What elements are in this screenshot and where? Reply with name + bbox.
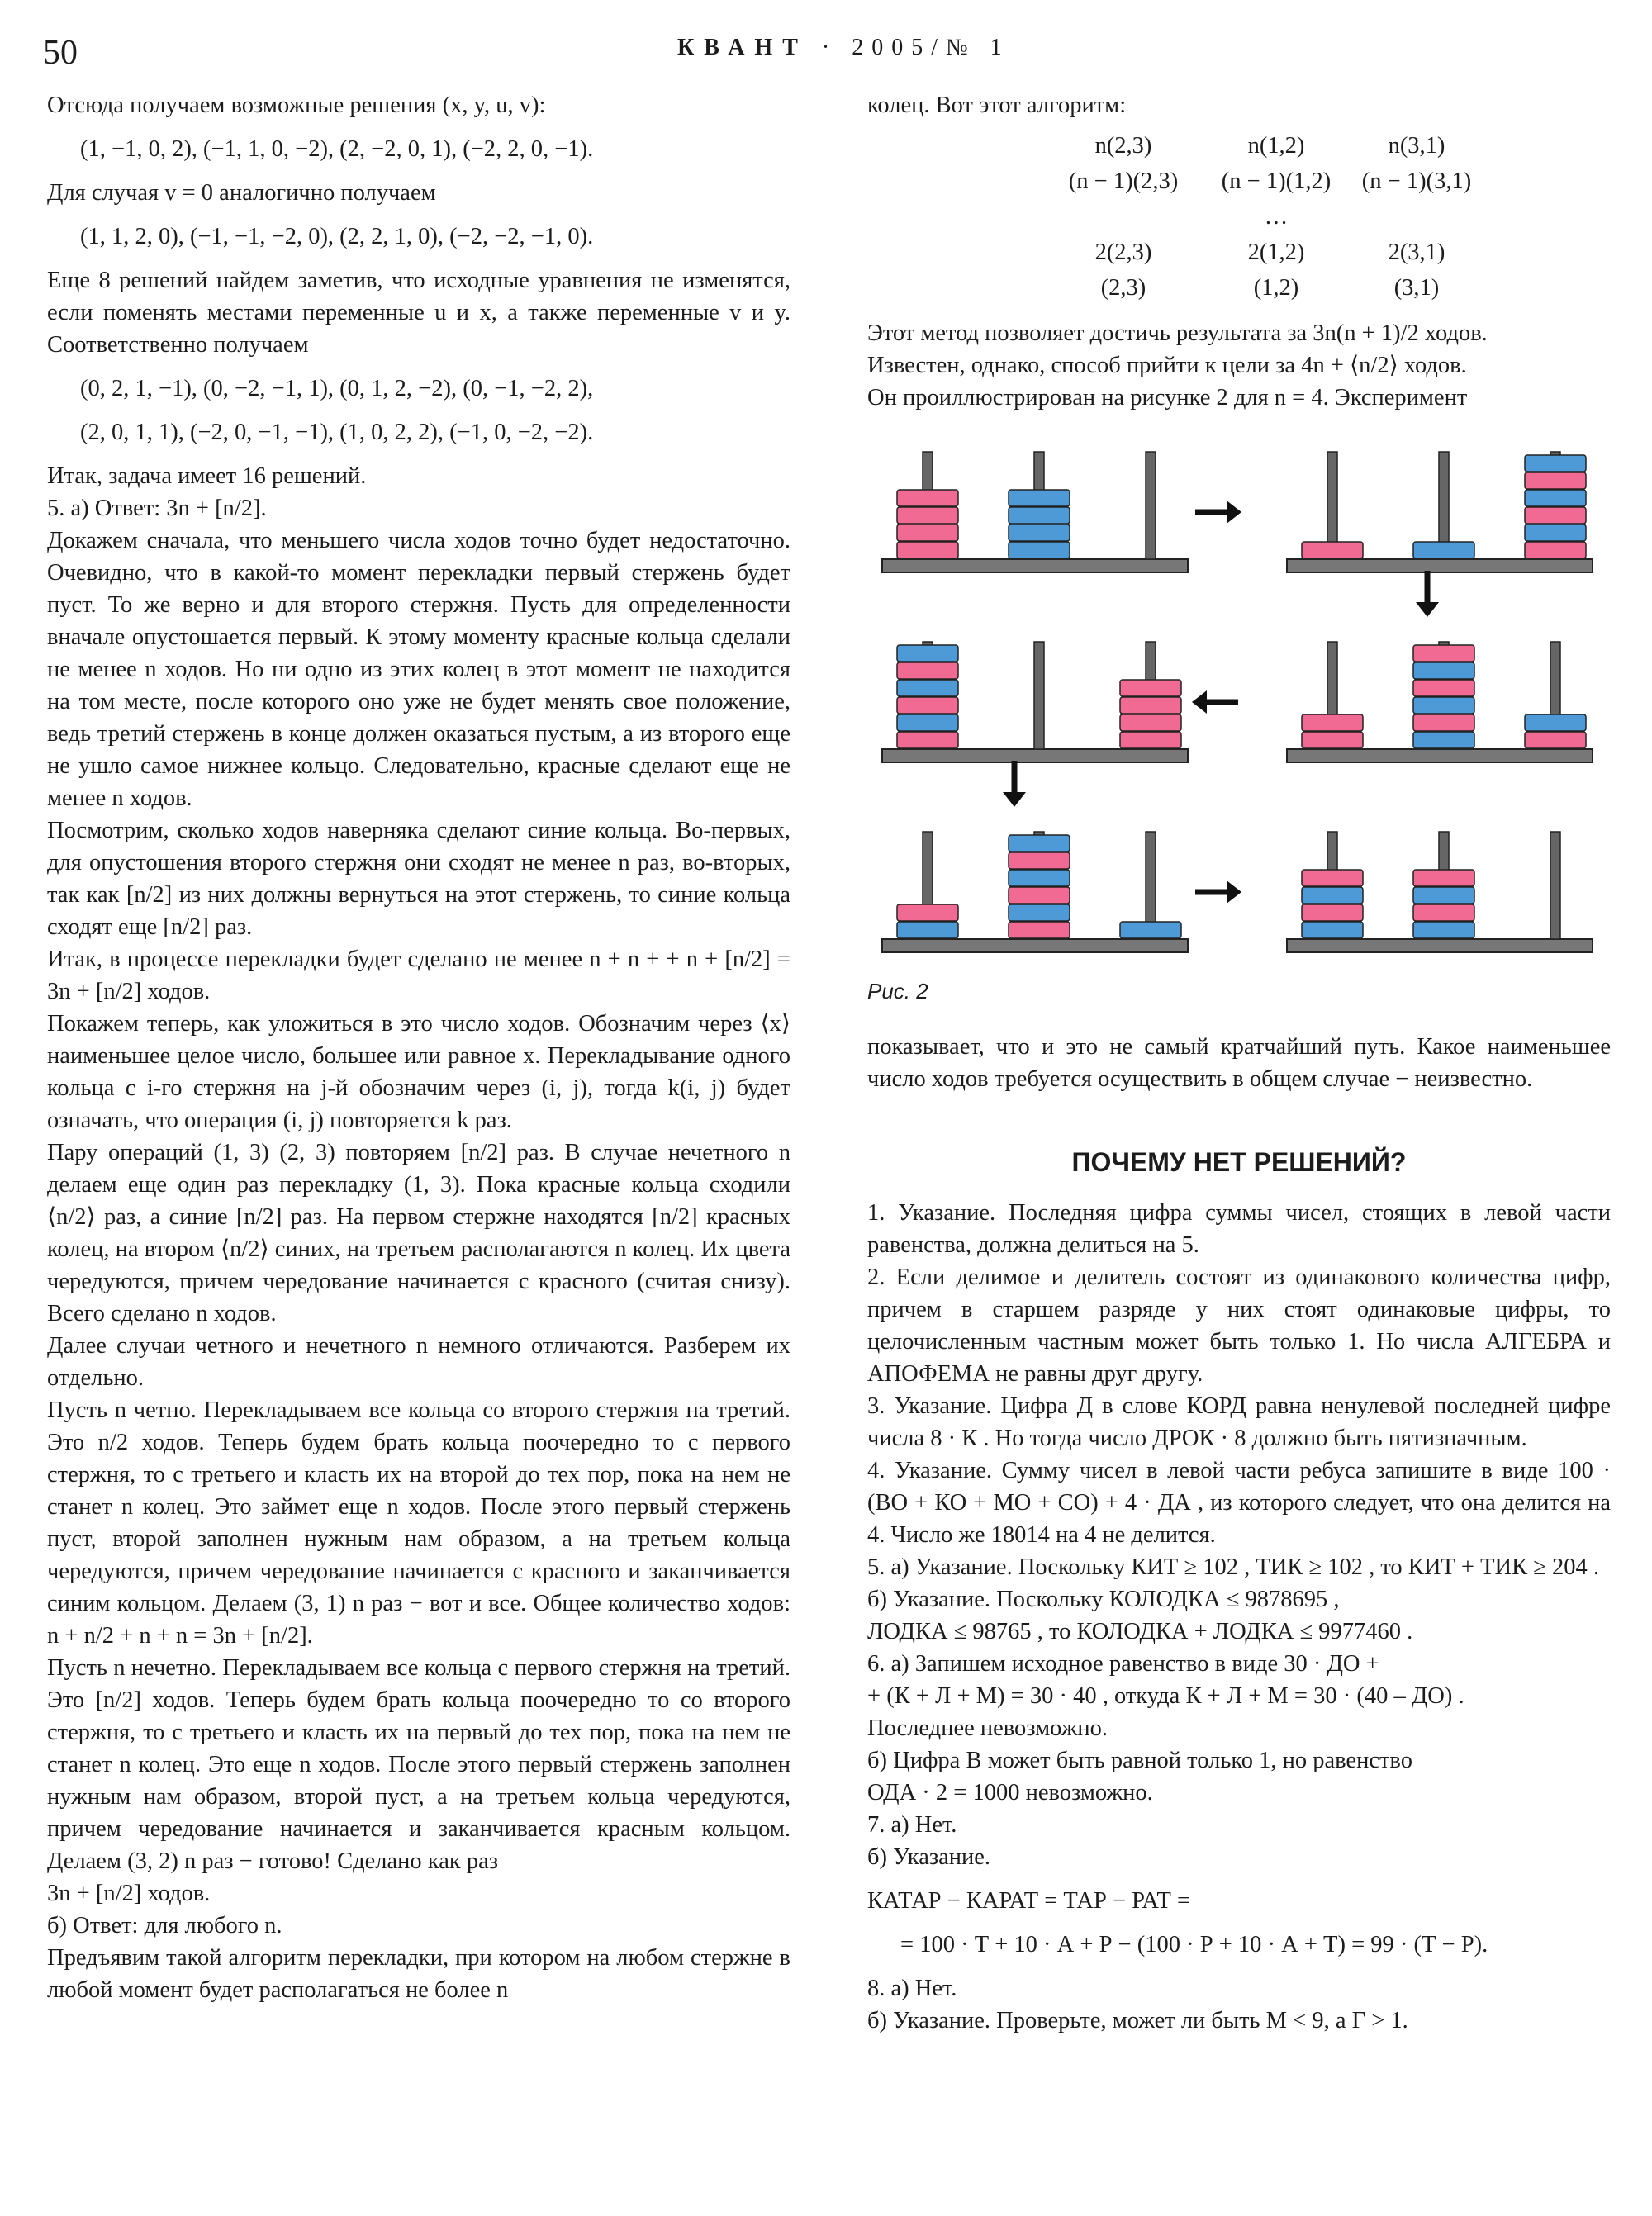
ring [897, 662, 958, 679]
ring [897, 680, 958, 696]
paragraph: показывает, что и это не самый кратчайший путь. Какое наименьшее число ходов требуется осуществить в общем случае − неизвестно. [867, 1034, 1611, 1092]
answer-item: Последнее невозможно. [867, 1715, 1108, 1741]
ring [1413, 870, 1474, 886]
ring [1413, 697, 1474, 714]
answer-item: б) Указание. [867, 1844, 991, 1870]
paragraph: Покажем теперь, как уложиться в это число ходов. Обозначим через ⟨x⟩ наименьшее целое число, большее или равное x. Перекладывание одного кольца с i-го стержня на j-й обозначим через (i, j), тогда k(i, j) будет означать, что операция (i, j) повторяется k раз. [47, 1011, 790, 1133]
ring [1120, 697, 1181, 714]
figure-caption: Рис. 2 [867, 979, 928, 1004]
ring [1525, 714, 1586, 731]
formula-line: (1, 1, 2, 0), (−1, −1, −2, 0), (2, 2, 1, 0), (−2, −2, −1, 0). [80, 224, 594, 249]
algorithm-table [1041, 130, 1611, 304]
formula-line: 3n + [n/2] ходов. [47, 1881, 211, 1906]
issue-number: · 2005/№ 1 [821, 35, 1010, 60]
left-column [47, 89, 790, 2006]
paragraph: Посмотрим, сколько ходов наверняка сделают синие кольца. Во-первых, для опустошения второго стержня они сходят не менее n раз, во-вторых, так как [n/2] из них должны вернуться на этот стержень, то синие кольца сходят еще [n/2] раз. [47, 818, 790, 940]
ring [1525, 455, 1586, 472]
answer-item: 7. а) Нет. [867, 1812, 957, 1838]
algorithm-cell [1346, 201, 1487, 233]
ring [1525, 490, 1586, 506]
ring [897, 922, 958, 938]
ring [897, 542, 958, 558]
formula-line: (2, 0, 1, 1), (−2, 0, −1, −1), (1, 0, 2, 2), (−1, 0, −2, −2). [80, 420, 594, 445]
ring [897, 732, 958, 748]
answer-item: ЛОДКА ≤ 98765 , то КОЛОДКА + ЛОДКА ≤ 9977460 . [867, 1619, 1413, 1644]
algorithm-cell: (1,2) [1253, 275, 1299, 301]
ring [1302, 542, 1363, 558]
paragraph: колец. Вот этот алгоритм: [867, 93, 1127, 118]
paragraph: Для случая v = 0 аналогично получаем [47, 180, 436, 206]
ring [1525, 507, 1586, 524]
paragraph: Пусть n четно. Перекладываем все кольца со второго стержня на третий. Это n/2 ходов. Теперь будем брать кольца поочередно то с первого стержня, то с третьего и класть их на второй до тех пор, пока на нем не станет n колец. Это займет еще n ходов. После этого первый стержень пуст, второй заполнен нужным нам образом, а на третьем кольца чередуются, причем чередование начинается с красного и заканчивается синим кольцом. Делаем (3, 1) n раз − вот и все. Общее количество ходов: n + n/2 + n + n = 3n + [n/2]. [47, 1397, 790, 1649]
answer-item: 2. Если делимое и делитель состоят из одинакового количества цифр, причем в старшем разряде у них стоят одинаковые цифры, то целочисленным частным может быть только 1. Но числа АЛГЕБРА и АПОФЕМА не равны друг другу. [867, 1265, 1611, 1387]
ring [1009, 887, 1070, 904]
paragraph: Пару операций (1, 3) (2, 3) повторяем [n/2] раз. В случае нечетного n делаем еще один раз перекладку (1, 3). Пока красные кольца сходили ⟨n/2⟩ раз, а синие [n/2] раз. На первом стержне находятся [n/2] красных колец, на втором ⟨n/2⟩ синих, на третьем располагаются n колец. Их цвета чередуются, причем чередование начинается с красного (считая снизу). Всего сделано n ходов. [47, 1140, 790, 1326]
algorithm-cell: … [1264, 204, 1289, 230]
ring [1525, 524, 1586, 541]
right-column [867, 89, 1611, 2037]
answer-item: 5. а) Указание. Поскольку КИТ ≥ 102 , ТИК ≥ 102 , то КИТ + ТИК ≥ 204 . [867, 1554, 1600, 1580]
paragraph: Далее случаи четного и нечетного n немного отличаются. Разберем их отдельно. [47, 1333, 790, 1391]
paragraph: Еще 8 решений найдем заметив, что исходные уравнения не изменятся, если поменять местами переменные u и x, а также переменные v и y. Соответственно получаем [47, 268, 790, 358]
ring [1413, 662, 1474, 679]
journal-name: КВАНТ [677, 35, 808, 60]
ring [1009, 870, 1070, 886]
base-plate [1287, 939, 1593, 952]
formula-line: (1, −1, 0, 2), (−1, 1, 0, −2), (2, −2, 0, 1), (−2, 2, 0, −1). [80, 136, 594, 162]
base-plate [1287, 749, 1593, 762]
rod [1146, 452, 1156, 559]
answer-item: б) Цифра В может быть равной только 1, но равенство [867, 1748, 1412, 1773]
ring [1302, 714, 1363, 731]
ring [1525, 542, 1586, 558]
ring [1302, 732, 1363, 748]
ring [1525, 472, 1586, 489]
paragraph: Отсюда получаем возможные решения (x, y, u, v): [47, 93, 546, 118]
algorithm-cell: (2,3) [1100, 275, 1146, 301]
answer-item: б) Указание. Проверьте, может ли быть М < 9, а Г > 1. [867, 2008, 1408, 2033]
ring [897, 714, 958, 731]
ring [897, 697, 958, 714]
arrow-right-icon [1195, 501, 1241, 524]
answer-item: 4. Указание. Сумму чисел в левой части ребуса запишите в виде 100 · (ВО + КО + МО + СО) + 4 · ДА , из которого следует, что она делится на 4. Число же 18014 на 4 не делится. [867, 1458, 1611, 1548]
formula-line: (0, 2, 1, −1), (0, −2, −1, 1), (0, 1, 2, −2), (0, −1, −2, 2), [80, 376, 594, 401]
ring [1302, 887, 1363, 904]
ring [1413, 922, 1474, 938]
ring [1120, 714, 1181, 731]
answer-item: 8. а) Нет. [867, 1976, 957, 2001]
tower-diagram [874, 427, 1601, 964]
paragraph: Пусть n нечетно. Перекладываем все кольца с первого стержня на третий. Это [n/2] ходов. Теперь будем брать кольца поочередно то со второго стержня, то с третьего и класть их на первый до тех пор, пока на нем не станет n колец. Это еще n ходов. После этого первый стержень заполнен нужным нам образом, второй пуст, а на третьем кольца чередуются, причем чередование начинается и заканчивается красным кольцом. Делаем (3, 2) n раз − готово! Сделано как раз [47, 1655, 790, 1874]
paragraph-line: Известен, однако, способ прийти к цели за 4n + ⟨n/2⟩ ходов. [867, 353, 1467, 378]
arrow-right-icon [1195, 880, 1241, 904]
ring [897, 507, 958, 524]
ring [897, 904, 958, 921]
base-plate [882, 939, 1188, 952]
formula-line: = 100 · Т + 10 · А + Р − (100 · Р + 10 · А + Т) = 99 · (Т − Р). [900, 1932, 1488, 1957]
ring [1302, 870, 1363, 886]
ring [1413, 542, 1474, 558]
ring [1120, 732, 1181, 748]
ring [1302, 922, 1363, 938]
paragraph: Докажем сначала, что меньшего числа ходов точно будет недостаточно. Очевидно, что в какой-то момент перекладки первый стержень будет пуст. То же верно и для второго стержня. Пусть для определенности вначале опустошается первый. К этому моменту красные кольца сделали не менее n ходов. Но ни одно из этих колец в этот момент не находится на том месте, после которого оно уже не будет менять свое положение, ведь третий стержень в конце должен оказаться пустым, а из второго еще не ушло самое нижнее кольцо. Следовательно, красные сделают еще не менее n ходов. [47, 528, 790, 811]
algorithm-cell: n(2,3) [1094, 133, 1152, 159]
ring [1120, 680, 1181, 696]
ring [897, 490, 958, 506]
ring [1009, 904, 1070, 921]
ring [1413, 714, 1474, 731]
ring [1413, 680, 1474, 696]
ring [1009, 507, 1070, 524]
base-plate [882, 559, 1188, 572]
ring [1413, 645, 1474, 662]
algorithm-cell: (n − 1)(2,3) [1068, 168, 1179, 194]
ring [1413, 904, 1474, 921]
arrow-down-icon [1003, 761, 1026, 807]
answer-item: 6. а) Запишем исходное равенство в виде 30 · ДО + [867, 1651, 1379, 1677]
answer-heading: б) Ответ: для любого n. [47, 1913, 282, 1938]
arrow-down-icon [1416, 571, 1439, 617]
algorithm-cell [1041, 201, 1206, 233]
paragraph-line: Этот метод позволяет достичь результата за 3n(n + 1)/2 ходов. [867, 320, 1488, 346]
ring [1120, 922, 1181, 938]
paragraph: Итак, задача имеет 16 решений. [47, 463, 367, 489]
algorithm-cell: (n − 1)(3,1) [1361, 168, 1472, 194]
ring [897, 645, 958, 662]
algorithm-cell: n(3,1) [1388, 133, 1446, 159]
paragraph: Предъявим такой алгоритм перекладки, при котором на любом стержне в любой момент будет располагаться не более n [47, 1945, 790, 2003]
rod [1550, 832, 1560, 939]
paragraph-line: Он проиллюстрирован на рисунке 2 для n = 4. Эксперимент [867, 385, 1468, 410]
answer-heading: 5. а) Ответ: 3n + [n/2]. [47, 496, 267, 521]
ring [1009, 542, 1070, 558]
answer-item: 3. Указание. Цифра Д в слове КОРД равна ненулевой последней цифре числа 8 · К . Но тогда число ДРОК · 8 должно быть пятизначным. [867, 1393, 1611, 1451]
ring [1009, 852, 1070, 869]
arrow-left-icon [1192, 690, 1238, 714]
algorithm-cell: 2(1,2) [1247, 240, 1305, 265]
answer-item: б) Указание. Поскольку КОЛОДКА ≤ 9878695 , [867, 1587, 1340, 1612]
answer-item: + (К + Л + М) = 30 · 40 , откуда К + Л + М = 30 · (40 – ДО) . [867, 1683, 1464, 1709]
running-header [677, 35, 1010, 61]
ring [1009, 524, 1070, 541]
formula-line: КАТАР − КАРАТ = ТАР − РАТ = [867, 1888, 1191, 1914]
algorithm-cell: 2(2,3) [1094, 240, 1152, 265]
algorithm-cell: 2(3,1) [1388, 240, 1446, 265]
base-plate [1287, 559, 1593, 572]
section-title: ПОЧЕМУ НЕТ РЕШЕНИЙ? [1071, 1147, 1407, 1177]
ring [1525, 732, 1586, 748]
answer-item: ОДА · 2 = 1000 невозможно. [867, 1780, 1153, 1806]
answer-item: 1. Указание. Последняя цифра суммы чисел, стоящих в левой части равенства, должна делиться на 5. [867, 1200, 1611, 1258]
rod [1034, 642, 1044, 749]
ring [897, 524, 958, 541]
algorithm-cell: (3,1) [1393, 275, 1440, 301]
ring [1009, 922, 1070, 938]
ring [1302, 904, 1363, 921]
paragraph: Итак, в процессе перекладки будет сделано не менее n + n + + n + [n/2] = 3n + [n/2] ходов. [47, 947, 790, 1004]
ring [1009, 835, 1070, 852]
algorithm-cell: n(1,2) [1247, 133, 1305, 159]
ring [1413, 887, 1474, 904]
ring [1009, 490, 1070, 506]
ring [1413, 732, 1474, 748]
page-number: 50 [43, 34, 78, 72]
algorithm-cell: (n − 1)(1,2) [1221, 168, 1332, 194]
base-plate [882, 749, 1188, 762]
